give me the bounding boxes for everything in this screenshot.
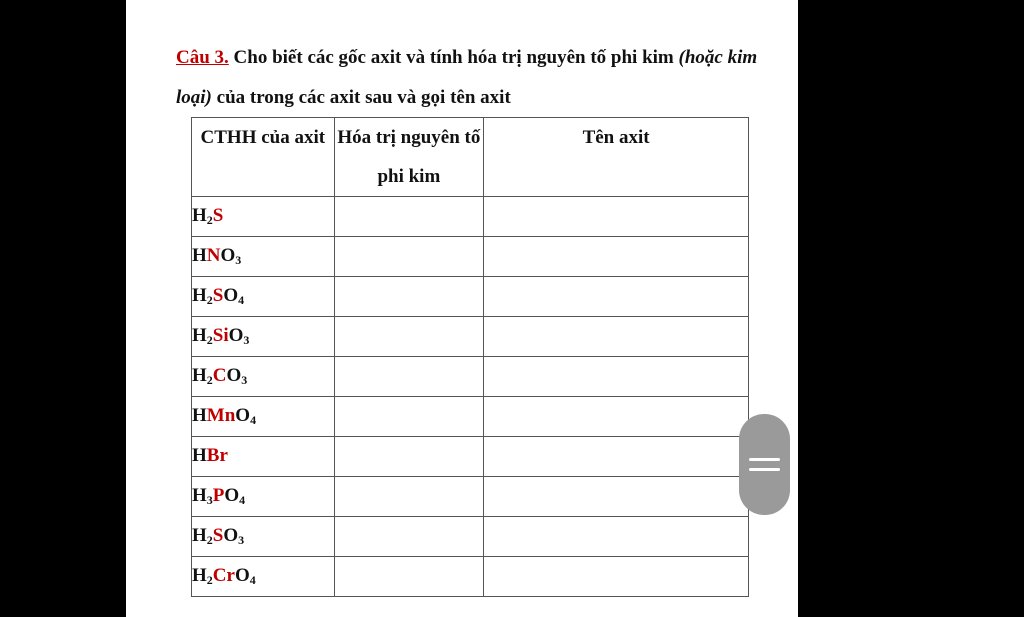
formula-suffix-subscript: 3 xyxy=(238,533,245,547)
formula-suffix-subscript: 3 xyxy=(241,373,248,387)
table-row xyxy=(192,437,749,477)
valence-cell[interactable] xyxy=(334,277,484,317)
drag-handle-bar xyxy=(749,468,780,471)
formula-prefix-subscript: 2 xyxy=(206,213,213,227)
formula-suffix: O xyxy=(234,565,250,586)
formula-prefix: H xyxy=(192,405,207,426)
formula-prefix-subscript: 2 xyxy=(206,573,213,587)
formula-element: S xyxy=(212,285,224,306)
acid-name-cell[interactable] xyxy=(484,197,749,237)
formula-prefix: H xyxy=(192,445,207,466)
acid-name-cell[interactable] xyxy=(484,357,749,397)
table-row xyxy=(192,397,749,437)
acid-name-cell[interactable] xyxy=(484,517,749,557)
acid-name-cell[interactable] xyxy=(484,277,749,317)
table-row xyxy=(192,557,749,597)
formula-element: P xyxy=(212,485,225,506)
question-text-part2: của trong các axit sau và gọi tên axit xyxy=(211,87,511,108)
question-text-part1: Cho biết các gốc axit và tính hóa trị nguyên tố phi kim xyxy=(228,47,679,68)
question-label: Câu 3. xyxy=(176,47,229,68)
formula-suffix: O xyxy=(220,245,236,266)
formula-cell xyxy=(192,237,335,277)
formula-prefix: H xyxy=(192,285,207,306)
formula-prefix: H xyxy=(192,365,207,386)
formula-suffix-subscript: 4 xyxy=(250,413,257,427)
valence-cell[interactable] xyxy=(334,557,484,597)
formula-cell xyxy=(192,357,335,397)
table-row xyxy=(192,197,749,237)
formula-element: Cr xyxy=(212,565,235,586)
acid-name-cell[interactable] xyxy=(484,437,749,477)
table-row xyxy=(192,277,749,317)
formula-element: Br xyxy=(206,445,228,466)
table-row xyxy=(192,317,749,357)
valence-cell[interactable] xyxy=(334,197,484,237)
formula-cell xyxy=(192,517,335,557)
valence-cell[interactable] xyxy=(334,437,484,477)
formula-element: S xyxy=(212,525,224,546)
formula-suffix-subscript: 3 xyxy=(235,253,242,267)
formula-suffix-subscript: 3 xyxy=(243,333,250,347)
formula-prefix-subscript: 2 xyxy=(206,533,213,547)
formula-suffix: O xyxy=(223,525,239,546)
formula-prefix-subscript: 2 xyxy=(206,293,213,307)
formula-suffix-subscript: 4 xyxy=(238,293,245,307)
valence-cell[interactable] xyxy=(334,357,484,397)
formula-prefix: H xyxy=(192,245,207,266)
drag-handle-icon[interactable] xyxy=(739,414,790,515)
formula-element: C xyxy=(212,365,227,386)
valence-cell[interactable] xyxy=(334,397,484,437)
acid-name-cell[interactable] xyxy=(484,557,749,597)
valence-cell[interactable] xyxy=(334,237,484,277)
formula-suffix: O xyxy=(226,365,242,386)
formula-suffix: O xyxy=(224,485,240,506)
formula-cell xyxy=(192,557,335,597)
formula-prefix: H xyxy=(192,205,207,226)
header-acid-name: Tên axit xyxy=(484,118,749,197)
formula-prefix-subscript: 2 xyxy=(206,373,213,387)
table-row xyxy=(192,477,749,517)
drag-handle-bar xyxy=(749,458,780,461)
header-valence: Hóa trị nguyên tố phi kim xyxy=(334,118,484,197)
valence-cell[interactable] xyxy=(334,317,484,357)
question-heading xyxy=(176,38,766,118)
formula-element: Si xyxy=(212,325,229,346)
question-text-italic: (hoặc kim loại) xyxy=(176,47,758,108)
acid-name-cell[interactable] xyxy=(484,477,749,517)
table-row xyxy=(192,237,749,277)
formula-prefix: H xyxy=(192,525,207,546)
formula-element: N xyxy=(206,245,221,266)
formula-cell xyxy=(192,197,335,237)
formula-prefix-subscript: 2 xyxy=(206,333,213,347)
formula-cell xyxy=(192,437,335,477)
formula-prefix: H xyxy=(192,565,207,586)
formula-prefix: H xyxy=(192,325,207,346)
table-row xyxy=(192,517,749,557)
acid-table-body xyxy=(192,197,749,597)
header-formula: CTHH của axit xyxy=(192,118,335,197)
formula-suffix: O xyxy=(228,325,244,346)
formula-prefix: H xyxy=(192,485,207,506)
valence-cell[interactable] xyxy=(334,477,484,517)
acid-name-cell[interactable] xyxy=(484,317,749,357)
table-header-row xyxy=(192,118,749,197)
formula-prefix-subscript: 3 xyxy=(206,493,213,507)
formula-cell xyxy=(192,317,335,357)
formula-suffix: O xyxy=(235,405,251,426)
acid-name-cell[interactable] xyxy=(484,397,749,437)
valence-cell[interactable] xyxy=(334,517,484,557)
formula-element: S xyxy=(212,205,224,226)
formula-element: Mn xyxy=(206,405,236,426)
formula-suffix-subscript: 4 xyxy=(239,493,246,507)
formula-cell xyxy=(192,277,335,317)
acid-name-cell[interactable] xyxy=(484,237,749,277)
table-row xyxy=(192,357,749,397)
formula-cell xyxy=(192,397,335,437)
document-page xyxy=(126,0,798,617)
formula-cell xyxy=(192,477,335,517)
formula-suffix: O xyxy=(223,285,239,306)
acid-table xyxy=(191,117,749,597)
formula-suffix-subscript: 4 xyxy=(249,573,256,587)
